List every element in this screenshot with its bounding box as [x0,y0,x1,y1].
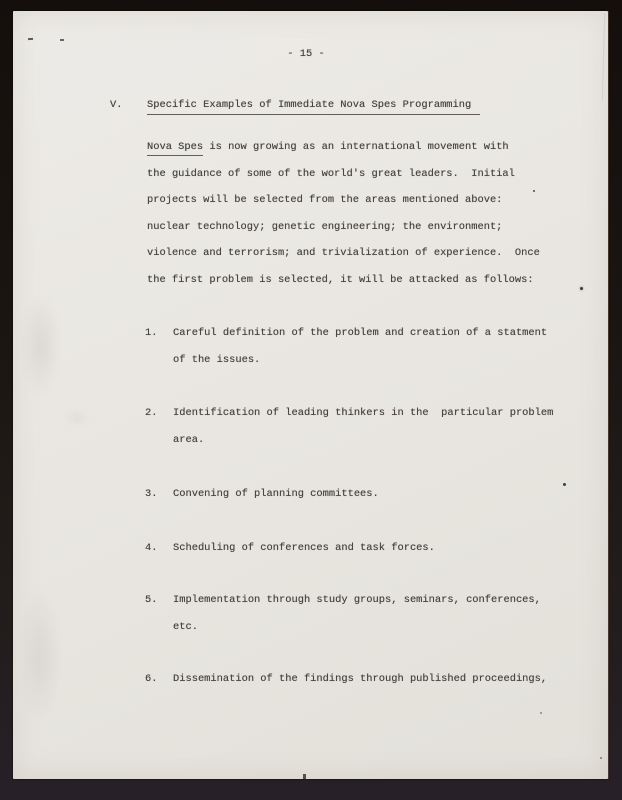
text-line: Implementation through study groups, seminars, conferences, [173,594,541,606]
section-numeral: V. [110,99,123,111]
text-line: the guidance of some of the world's great leaders. Initial [147,167,515,180]
ink-speck [580,287,583,290]
list-item-number: 6. [145,673,158,685]
text-line: violence and terrorism; and trivialization of experience. Once [147,247,540,260]
text-line: of the issues. [173,353,261,366]
text-line: Careful definition of the problem and creation of a statment [173,327,548,339]
ink-speck [533,190,535,192]
list-item-number: 4. [145,542,158,554]
text-line: Convening of planning committees. [173,488,379,500]
text-line-rest: is now growing as an international movement with [203,141,509,153]
bleed-through-smudge [65,409,89,427]
text-line: Identification of leading thinkers in the particular problem [173,407,554,419]
text-line: nuclear technology; genetic engineering; the environment; [147,220,503,233]
section-title: Specific Examples of Immediate Nova Spes Programming [147,99,480,115]
list-item-number: 5. [145,594,158,606]
underlined-term: Nova Spes [147,141,203,156]
list-item-number: 3. [145,488,158,500]
pencil-mark [28,38,33,40]
sheet-edge-artifact [602,13,605,101]
pencil-mark [60,39,64,41]
list-item-number: 1. [145,327,158,339]
intro-paragraph [147,134,540,294]
text-line [147,134,540,161]
ink-speck [540,712,542,714]
page-number: - 15 - [287,48,325,60]
bleed-through-smudge [21,293,61,398]
text-line: the first problem is selected, it will be attacked as follows: [147,273,534,286]
list-item-number: 2. [145,407,158,419]
text-line: projects will be selected from the areas mentioned above: [147,194,503,207]
text-line: Dissemination of the findings through published proceedings, [173,673,548,685]
text-line: area. [173,433,205,446]
section-heading [13,99,608,121]
text-line: etc. [173,620,198,633]
document-page [13,11,608,779]
ink-speck [563,483,566,486]
bleed-through-smudge [18,586,62,726]
ink-speck [600,757,602,759]
text-line: Scheduling of conferences and task forces. [173,542,435,554]
edge-notch [303,774,306,779]
